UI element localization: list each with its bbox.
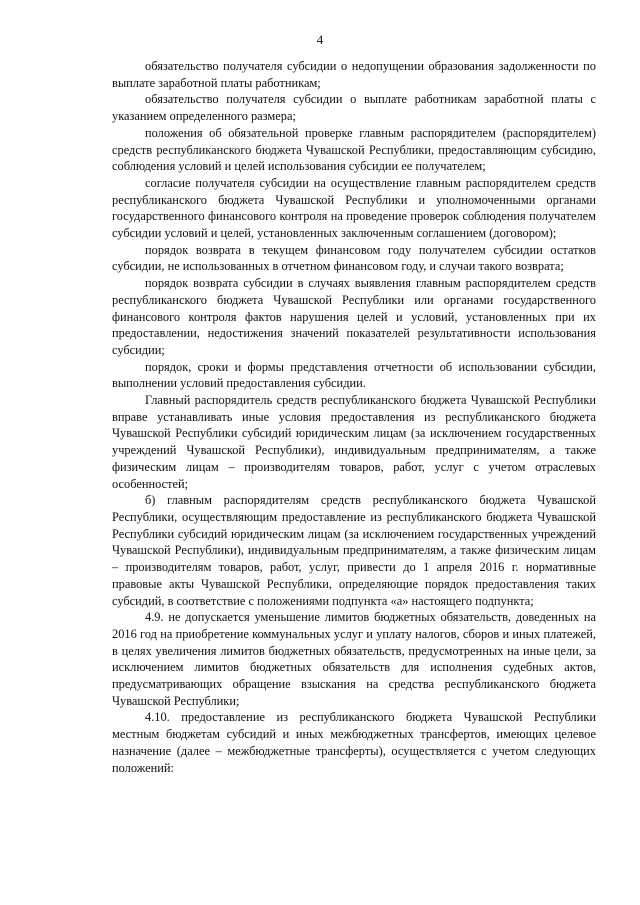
paragraph: 4.10. предоставление из республиканского бюджета Чувашской Республики местным бюджетам субсидий и иных межбюджетных трансфертов, имеющих целевое назначение (далее – межбюджетные трансферты), осуществляется с учетом следующих положений: <box>112 710 596 775</box>
paragraph: порядок возврата субсидии в случаях выявления главным распорядителем средств республиканского бюджета Чувашской Республики или органами государственного финансового контроля фактов нарушения целей и условий, установленных при их предоставлении, недостижения значений показателей результативности использования субсидии; <box>112 276 596 357</box>
paragraph: б) главным распорядителям средств республиканского бюджета Чувашской Республики, осуществляющим предоставление из республиканского бюджета Чувашской Республики субсидий юридическим лицам (за исключением государственных учреждений Чувашской Республики), индивидуальным предпринимателям, а также физическим лицам – производителям товаров, работ, услуг, привести до 1 апреля 2016 г. нормативные правовые акты Чувашской Республики, определяющие порядок предоставления таких субсидий, в соответствие с положениями подпункта «а» настоящего подпункта; <box>112 493 596 608</box>
page-number: 4 <box>316 32 324 47</box>
paragraph: согласие получателя субсидии на осуществление главным распорядителем средств республиканского бюджета Чувашской Республики и уполномоченными органами государственного финансового контроля на проведение проверок соблюдения получателем субсидии условий и целей, установленных заключенным соглашением (договором); <box>112 175 596 241</box>
paragraph: 4.9. не допускается уменьшение лимитов бюджетных обязательств, доведенных на 2016 год на приобретение коммунальных услуг и уплату налогов, сборов и иных платежей, в целях увеличения лимитов бюджетных обязательств, предусмотренных на иные цели, за исключением лимитов бюджетных обязательств для исполнения судебных актов, предусматривающих обращение взыскания на средства республиканского бюджета Чувашской Республики; <box>112 610 596 708</box>
paragraph: обязательство получателя субсидии о выплате работникам заработной платы с указанием определенного размера; <box>112 92 596 124</box>
paragraph: положения об обязательной проверке главным распорядителем (распорядителем) средств республиканского бюджета Чувашской Республики, предоставляющим субсидию, соблюдения условий и целей использования субсидии ее получателем; <box>112 125 596 174</box>
paragraph: порядок, сроки и формы представления отчетности об использовании субсидии, выполнении условий предоставления субсидии. <box>112 359 596 391</box>
paragraph: порядок возврата в текущем финансовом году получателем субсидии остатков субсидии, не использованных в отчетном финансовом году, и случаи такого возврата; <box>112 242 596 274</box>
paragraph: Главный распорядитель средств республиканского бюджета Чувашской Республики вправе устанавливать иные условия предоставления из республиканского бюджета Чувашской Республики субсидий юридическим лицам (за исключением государственных учреждений Чувашской Республики), индивидуальным предпринимателям, а также физическим лицам – производителям товаров, работ, услуг с учетом отраслевых особенностей; <box>112 393 596 491</box>
paragraph: обязательство получателя субсидии о недопущении образования задолженности по выплате заработной платы работникам; <box>112 59 596 90</box>
document-body <box>112 58 596 776</box>
